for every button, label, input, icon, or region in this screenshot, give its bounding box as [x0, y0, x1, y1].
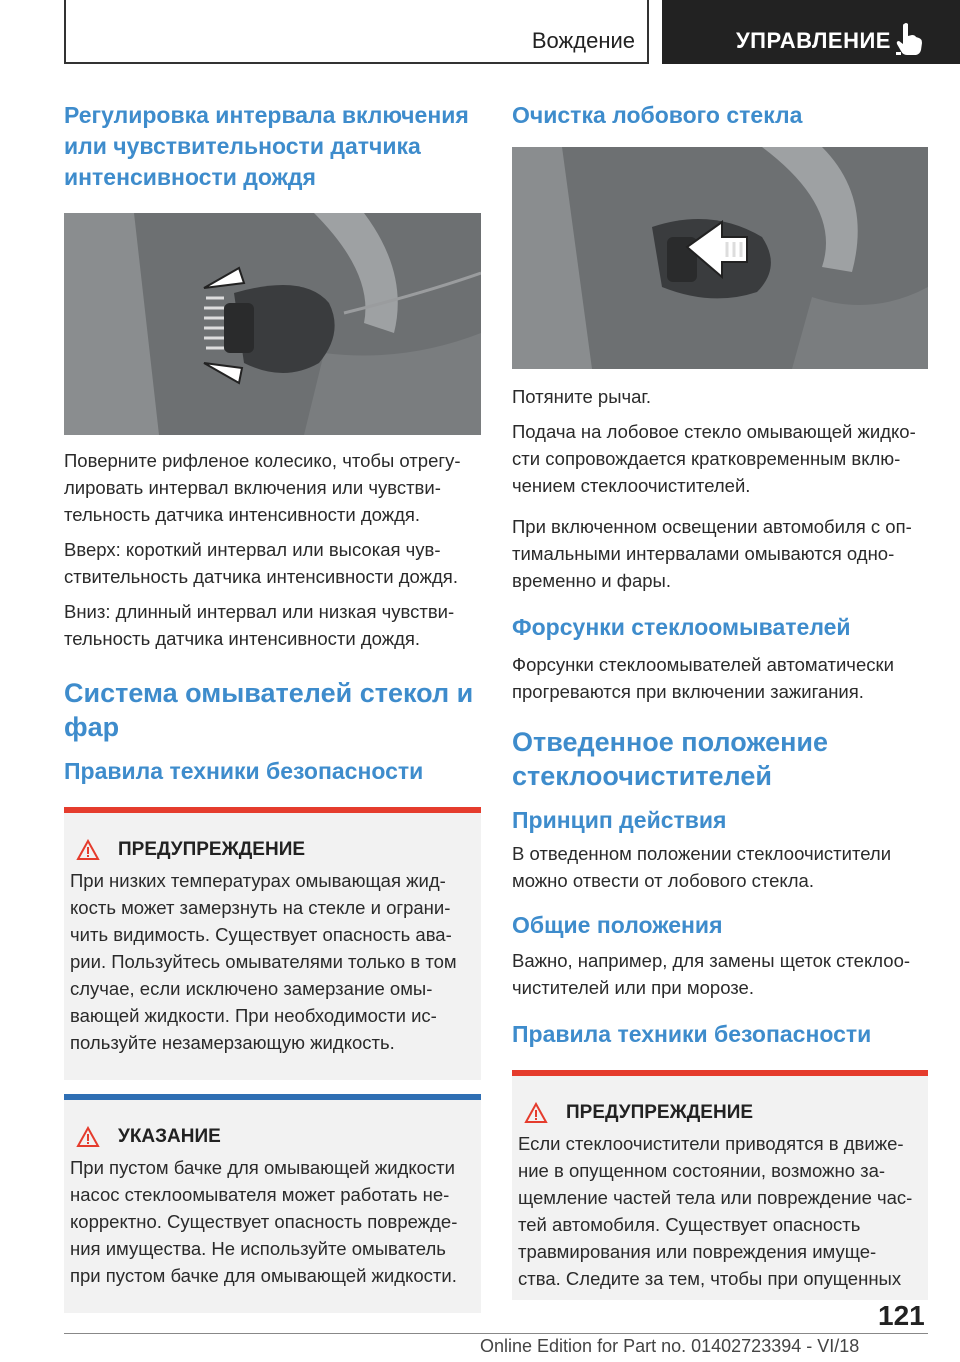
- warning-title-2: ПРЕДУПРЕЖДЕНИЕ: [566, 1102, 754, 1123]
- footer-divider: [64, 1333, 928, 1334]
- warning-text-2: Если стеклоочистители приводятся в движе‐ние в опущенном состоянии, возможно за‐щемление частей тела или повреждение час‐тей автомобиля. Существует опасность травмирования или повреждения имуще‐ства. Следите за тем, чтобы при опущенных: [518, 1133, 913, 1289]
- warning-text: При низких температурах омывающая жид‐кость может замерзнуть на стекле и ограни‐чить видимость. Существует опасность ава‐рии. Пользуйтесь омывателями только в том случае, если исключено замерзание омы‐вающей жидкости. При необходимости ис‐пользуйте незамерзающую жидкость.: [70, 870, 457, 1053]
- paragraph-principle: В отведенном положении стеклоочистители можно отвести от лобового стекла.: [512, 843, 892, 891]
- warning-triangle-icon: [76, 839, 100, 861]
- left-column: [64, 100, 481, 1313]
- warning-box-2: [512, 1070, 928, 1300]
- paragraph-nozzles: Форсунки стеклоомывателей автоматически прогреваются при включении зажигания.: [512, 654, 894, 702]
- wiper-lever-illustration: [512, 147, 928, 369]
- paragraph-washer-fluid: Подача на лобовое стекло омывающей жидко‐сти сопровождается кратковременным вклю‐чением стеклоочистителей.: [512, 421, 916, 496]
- page-number: 121: [878, 1300, 925, 1331]
- note-text: При пустом бачке для омывающей жидкости насос стеклоомывателя может работать не‐корректно. Существует опасность поврежде‐ния имущества. Не используйте омыватель при пустом бачке для омывающей жидкости.: [70, 1157, 458, 1286]
- warning-box: [64, 807, 481, 1080]
- rain-sensor-wheel-illustration: [64, 213, 481, 435]
- heading-washer-system: Система омывателей стекол и фар: [64, 678, 474, 742]
- footer-edition: Online Edition for Part no. 01402723394 - VI/18: [480, 1336, 860, 1356]
- paragraph-pull-lever: Потяните рычаг.: [512, 386, 652, 407]
- section-tab[interactable]: [64, 0, 649, 64]
- heading-safety-rules: Правила техники безопасности: [64, 758, 424, 784]
- heading-general: Общие положения: [512, 912, 723, 938]
- heading-nozzles: Форсунки стеклоомывателей: [512, 614, 851, 640]
- heading-wiper-interval: Регулировка интервала включения или чувствительности датчика интенсивности дождя: [64, 102, 469, 190]
- heading-windshield-cleaning: Очистка лобового стекла: [512, 102, 803, 128]
- paragraph-down: Вниз: длинный интервал или низкая чувстви‐тельность датчика интенсивности дождя.: [64, 601, 455, 649]
- paragraph-headlights: При включенном освещении автомобиля с оп‐тимальными интервалами омываются одно‐временно и фары.: [512, 516, 912, 591]
- note-box: [64, 1094, 481, 1313]
- paragraph-turn-wheel: Поверните рифленое колесико, чтобы отрегу‐лировать интервал включения или чувстви‐тельность датчика интенсивности дождя.: [64, 450, 461, 525]
- right-column: [512, 100, 928, 1300]
- heading-principle: Принцип действия: [512, 807, 727, 833]
- warning-title: ПРЕДУПРЕЖДЕНИЕ: [118, 839, 306, 860]
- warning-triangle-icon: [76, 1126, 100, 1148]
- paragraph-general: Важно, например, для замены щеток стеклоо‐чистителей или при морозе.: [512, 950, 911, 998]
- hand-pointer-icon: [894, 22, 924, 56]
- chapter-label: УПРАВЛЕНИЕ: [736, 28, 891, 53]
- paragraph-up: Вверх: короткий интервал или высокая чув‐ствительность датчика интенсивности дождя.: [64, 539, 458, 587]
- heading-wiper-position: Отведенное положение стеклоочистителей: [512, 727, 829, 791]
- chapter-tab[interactable]: [662, 0, 960, 64]
- heading-safety-rules-2: Правила техники безопасности: [512, 1021, 872, 1047]
- section-label: Вождение: [531, 28, 635, 53]
- warning-triangle-icon: [524, 1102, 548, 1124]
- note-title: УКАЗАНИЕ: [118, 1126, 221, 1147]
